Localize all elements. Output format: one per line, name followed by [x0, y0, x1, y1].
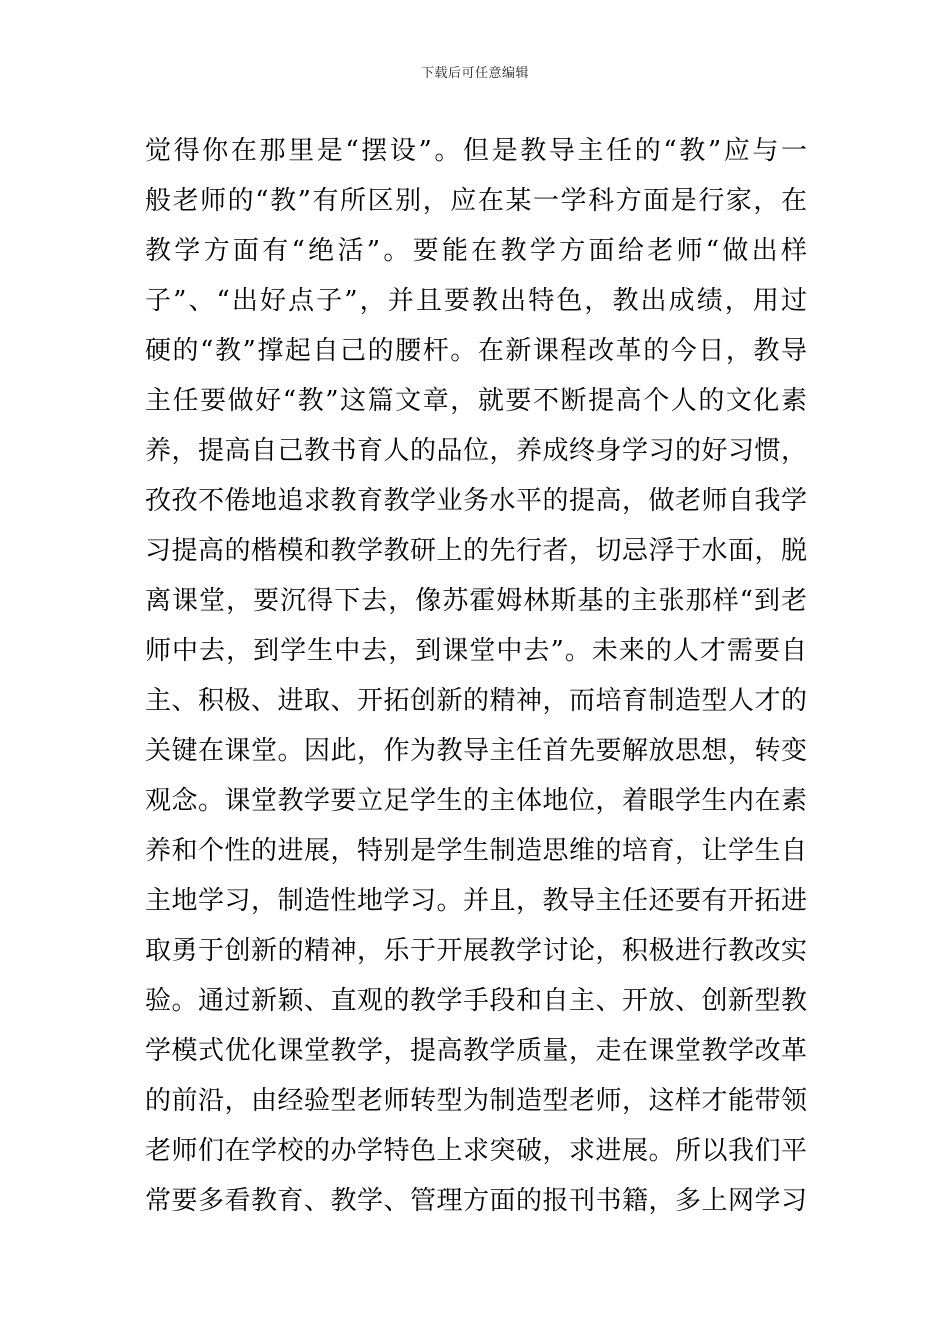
text-line: 离课堂，要沉得下去，像苏霍姆林斯基的主张那样“到老 — [145, 586, 807, 616]
text-line: 常要多看教育、教学、管理方面的报刊书籍，多上网学习 — [145, 1186, 807, 1216]
text-line: 教学方面有“绝活”。要能在教学方面给老师“做出样 — [145, 236, 807, 266]
page-header: 下载后可任意编辑 — [420, 66, 529, 81]
text-line: 验。通过新颖、直观的教学手段和自主、开放、创新型教 — [145, 986, 807, 1016]
text-line: 主地学习，制造性地学习。并且，教导主任还要有开拓进 — [145, 886, 807, 916]
text-line: 老师们在学校的办学特色上求突破，求进展。所以我们平 — [145, 1136, 807, 1166]
text-line: 取勇于创新的精神，乐于开展教学讨论，积极进行教改实 — [145, 936, 807, 966]
text-line: 主、积极、进取、开拓创新的精神，而培育制造型人才的 — [145, 686, 807, 716]
text-line: 养和个性的进展，特别是学生制造思维的培育，让学生自 — [145, 836, 807, 866]
text-line: 硬的“教”撑起自己的腰杆。在新课程改革的今日，教导 — [145, 336, 807, 366]
text-line: 师中去，到学生中去，到课堂中去”。未来的人才需要自 — [145, 636, 807, 666]
text-line: 觉得你在那里是“摆设”。但是教导主任的“教”应与一 — [145, 136, 807, 166]
text-line: 学模式优化课堂教学，提高教学质量，走在课堂教学改革 — [145, 1036, 807, 1066]
text-line: 主任要做好“教”这篇文章，就要不断提高个人的文化素 — [145, 386, 807, 416]
text-line: 孜孜不倦地追求教育教学业务水平的提高，做老师自我学 — [145, 486, 807, 516]
text-line: 的前沿，由经验型老师转型为制造型老师，这样才能带领 — [145, 1086, 807, 1116]
text-line: 习提高的楷模和教学教研上的先行者，切忌浮于水面，脱 — [145, 536, 807, 566]
text-line: 关键在课堂。因此，作为教导主任首先要解放思想，转变 — [145, 736, 807, 766]
text-line: 养，提高自己教书育人的品位，养成终身学习的好习惯， — [145, 436, 807, 466]
body-paragraph — [145, 126, 807, 1226]
text-line: 观念。课堂教学要立足学生的主体地位，着眼学生内在素 — [145, 786, 807, 816]
text-line: 般老师的“教”有所区别，应在某一学科方面是行家，在 — [145, 186, 807, 216]
text-line: 子”、“出好点子”，并且要教出特色，教出成绩，用过 — [145, 286, 807, 316]
